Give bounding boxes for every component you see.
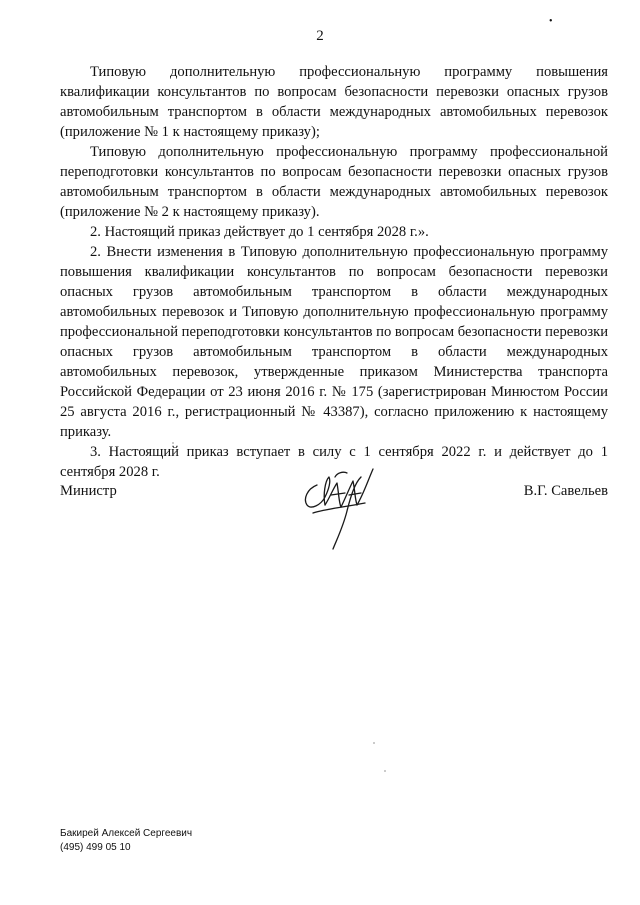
scan-speck (373, 742, 375, 744)
executor-phone: (495) 499 05 10 (60, 842, 131, 853)
signatory-name: В.Г. Савельев (523, 483, 608, 499)
page-number: 2 (316, 28, 324, 44)
document-body (60, 62, 608, 482)
corner-mark: • (549, 16, 553, 27)
executor-name: Бакирей Алексей Сергеевич (60, 828, 193, 839)
signatory-title: Министр (60, 483, 117, 499)
paragraph-amendments: 2. Внести изменения в Типовую дополнительную профессиональную программу повышения квалификации консультантов по вопросам безопасности перевозки опасных грузов автомобильным транспортом в области международных автомобильных перевозок и Типовую дополнительную профессиональную программу профессиональной переподготовки консультантов по вопросам безопасности перевозки опасных грузов автомобильным транспортом в области международных автомобильных перевозок, утвержденные приказом Министерства транспорта Российской Федерации от 23 июня 2016 г. № 175 (зарегистрирован Минюстом России 25 августа 2016 г., регистрационный № 43387), согласно приложению к настоящему приказу. (60, 244, 608, 440)
scan-speck (172, 442, 174, 444)
paragraph-effective-date: 3. Настоящий приказ вступает в силу с 1 сентября 2022 г. и действует до 1 сентября 2028 г. (60, 444, 608, 480)
scan-speck (384, 770, 386, 772)
paragraph-program-1: Типовую дополнительную профессиональную программу повышения квалификации консультантов по вопросам безопасности перевозки опасных грузов автомобильным транспортом в области международных автомобильных перевозок (приложение № 1 к настоящему приказу); (60, 64, 608, 140)
handwritten-signature-icon (295, 455, 385, 555)
paragraph-validity: 2. Настоящий приказ действует до 1 сентября 2028 г.». (90, 224, 429, 240)
paragraph-program-2: Типовую дополнительную профессиональную программу профессиональной переподготовки консультантов по вопросам безопасности перевозки опасных грузов автомобильным транспортом в области международных автомобильных перевозок (приложение № 2 к настоящему приказу). (60, 144, 608, 220)
executor-info (60, 827, 192, 855)
